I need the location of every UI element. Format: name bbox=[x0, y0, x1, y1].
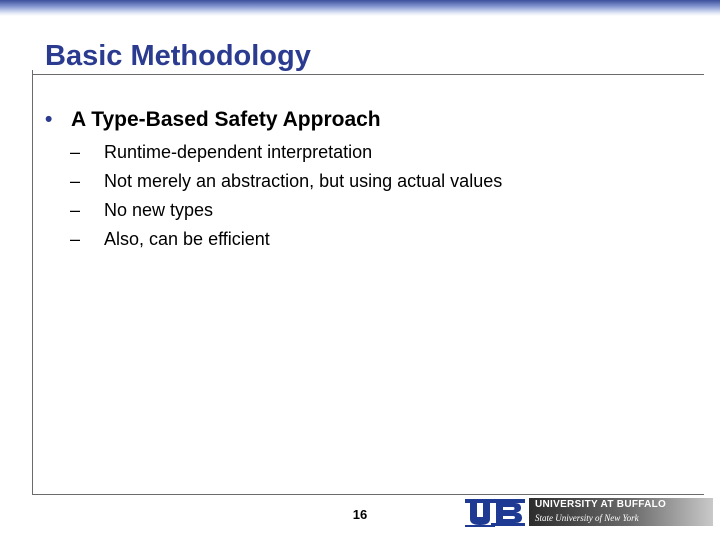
bullet-marker: • bbox=[45, 108, 53, 131]
left-rule bbox=[32, 70, 33, 494]
sub-bullet-text: Runtime-dependent interpretation bbox=[104, 142, 373, 162]
main-bullet bbox=[45, 106, 381, 134]
logo-wordmark bbox=[529, 498, 713, 526]
sub-bullet-item bbox=[70, 138, 502, 167]
ub-monogram-icon bbox=[465, 497, 527, 527]
sub-bullet-item bbox=[70, 167, 502, 196]
page-number: 16 bbox=[352, 507, 368, 522]
sub-bullet-item bbox=[70, 196, 502, 225]
university-logo bbox=[465, 497, 713, 527]
dash-marker: – bbox=[70, 200, 81, 220]
dash-marker: – bbox=[70, 229, 81, 249]
sub-bullet-text: Also, can be efficient bbox=[104, 229, 270, 249]
title-underline bbox=[32, 74, 704, 75]
bottom-rule bbox=[32, 494, 704, 495]
sub-bullet-item bbox=[70, 225, 502, 254]
bullet-text: A Type-Based Safety Approach bbox=[71, 108, 381, 131]
slide-title: Basic Methodology bbox=[45, 40, 311, 72]
dash-marker: – bbox=[70, 171, 81, 191]
sub-bullet-text: Not merely an abstraction, but using actual values bbox=[104, 171, 503, 191]
dash-marker: – bbox=[70, 142, 81, 162]
top-gradient-band bbox=[0, 0, 720, 16]
sub-bullet-text: No new types bbox=[104, 200, 214, 220]
logo-line2: State University of New York bbox=[535, 513, 639, 523]
logo-line1: UNIVERSITY AT BUFFALO bbox=[535, 499, 667, 510]
sub-bullet-list bbox=[70, 138, 502, 254]
